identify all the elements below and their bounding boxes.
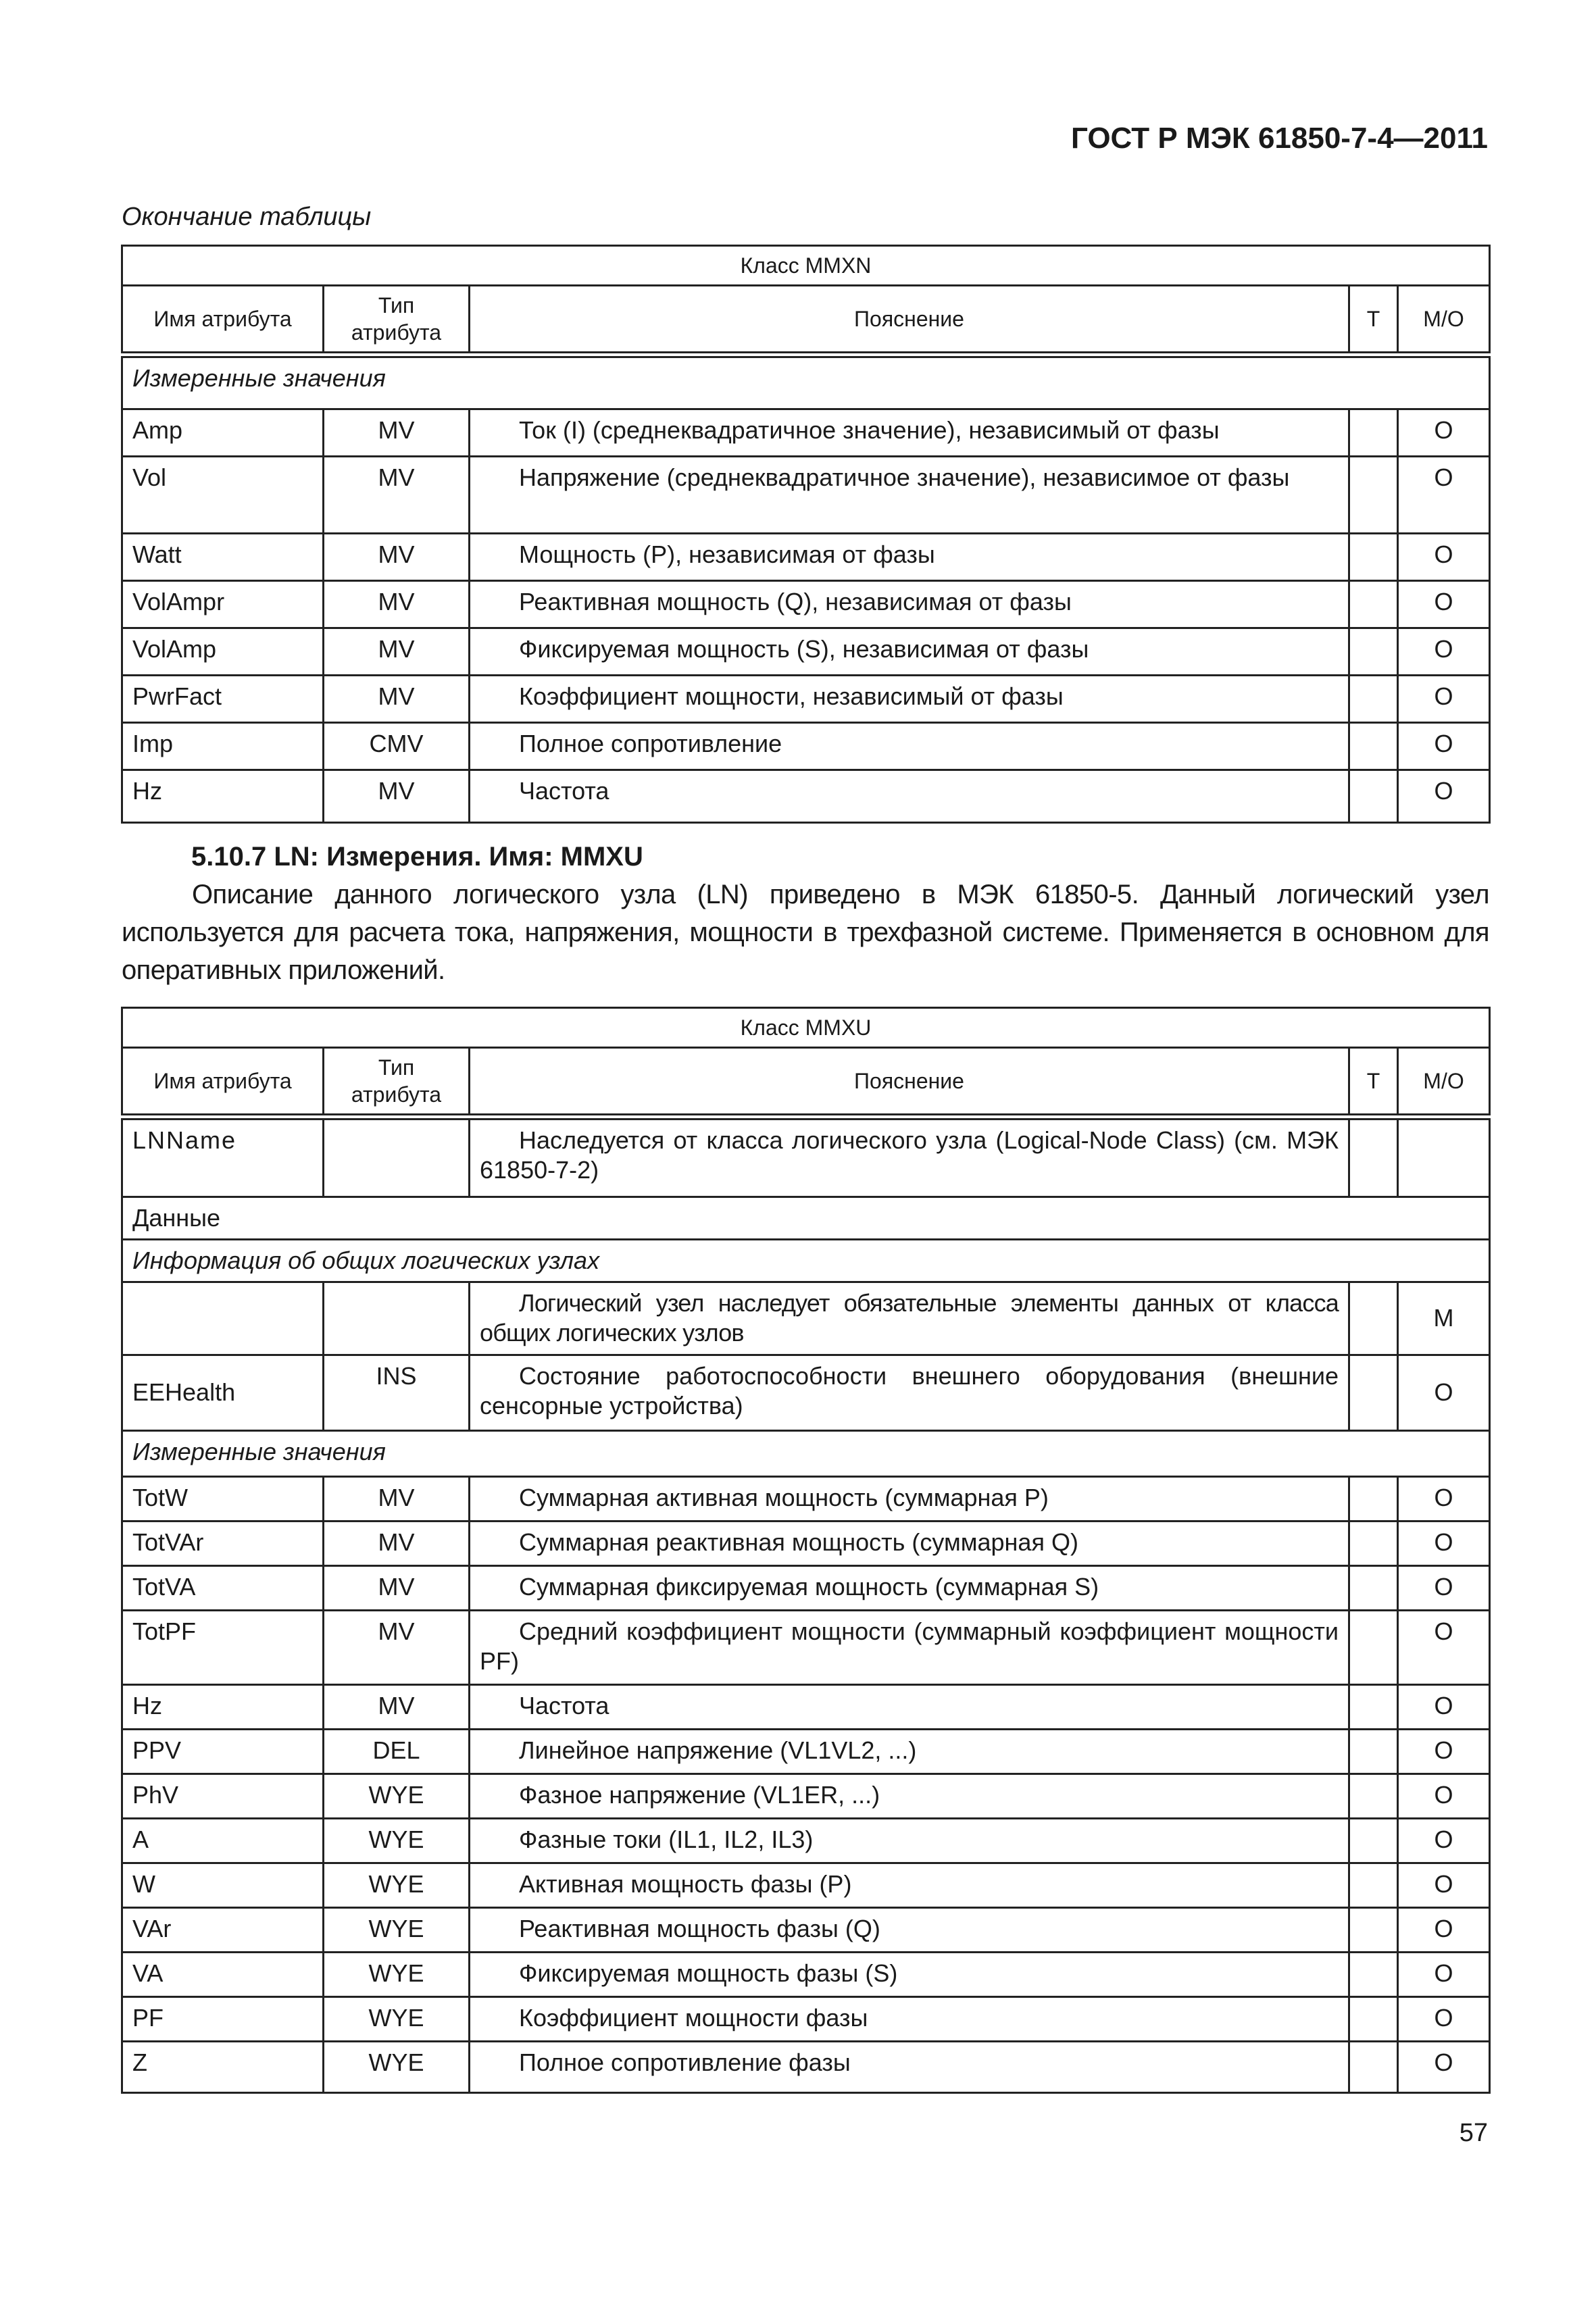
attr-t xyxy=(1349,1863,1398,1907)
attr-t xyxy=(1349,770,1398,822)
attr-mo: O xyxy=(1398,409,1490,456)
section-data: Данные xyxy=(122,1197,1490,1239)
table-row xyxy=(122,1818,1490,1863)
attr-name: LNName xyxy=(122,1117,324,1197)
attr-mo: O xyxy=(1398,580,1490,628)
attr-type: WYE xyxy=(324,1907,470,1952)
class-label: Класс MMXN xyxy=(122,246,1490,286)
attr-t xyxy=(1349,1117,1398,1197)
attr-mo: O xyxy=(1398,1565,1490,1610)
attr-name: Hz xyxy=(122,1684,324,1729)
attr-type: CMV xyxy=(324,722,470,770)
attr-t xyxy=(1349,1565,1398,1610)
attr-t xyxy=(1349,1282,1398,1355)
attr-type: WYE xyxy=(324,1952,470,1996)
attr-type: MV xyxy=(324,770,470,822)
attr-t xyxy=(1349,1610,1398,1684)
table-row xyxy=(122,409,1490,456)
attr-type: MV xyxy=(324,675,470,722)
attr-name: PwrFact xyxy=(122,675,324,722)
attr-type: DEL xyxy=(324,1729,470,1774)
attr-mo: O xyxy=(1398,770,1490,822)
attr-mo: O xyxy=(1398,1774,1490,1818)
attr-t xyxy=(1349,675,1398,722)
attr-desc: Средний коэффициент мощности (суммарный коэффициент мощности PF) xyxy=(470,1610,1349,1684)
attr-mo: O xyxy=(1398,628,1490,675)
attr-type: MV xyxy=(324,580,470,628)
attr-t xyxy=(1349,1729,1398,1774)
attr-name: EEHealth xyxy=(122,1355,324,1430)
table-row xyxy=(122,456,1490,533)
attr-desc: Реактивная мощность (Q), независимая от фазы xyxy=(470,580,1349,628)
section-measured-values: Измеренные значения xyxy=(122,355,1490,409)
attr-mo: O xyxy=(1398,1952,1490,1996)
table-row xyxy=(122,770,1490,822)
attr-type: MV xyxy=(324,1476,470,1521)
page-number: 57 xyxy=(1459,2119,1488,2147)
attr-name: TotVAr xyxy=(122,1521,324,1565)
attr-desc: Суммарная активная мощность (суммарная P) xyxy=(470,1476,1349,1521)
attr-desc: Активная мощность фазы (P) xyxy=(470,1863,1349,1907)
attr-desc: Фиксируемая мощность фазы (S) xyxy=(470,1952,1349,1996)
section-common-ln-info: Информация об общих логических узлах xyxy=(122,1239,1490,1282)
section-title: 5.10.7 LN: Измерения. Имя: MMXU xyxy=(191,842,643,872)
table-row xyxy=(122,1521,1490,1565)
class-label: Класс MMXU xyxy=(122,1008,1490,1048)
col-header-desc: Пояснение xyxy=(470,286,1349,355)
attr-t xyxy=(1349,1818,1398,1863)
table-row xyxy=(122,1863,1490,1907)
table-row xyxy=(122,722,1490,770)
attr-t xyxy=(1349,1355,1398,1430)
attr-desc: Напряжение (среднеквадратичное значение), независимое от фазы xyxy=(470,456,1349,533)
attr-name: Amp xyxy=(122,409,324,456)
attr-type: MV xyxy=(324,628,470,675)
attr-type: MV xyxy=(324,1684,470,1729)
attr-t xyxy=(1349,1476,1398,1521)
attr-type: WYE xyxy=(324,2041,470,2092)
table-row xyxy=(122,1684,1490,1729)
table-row xyxy=(122,1117,1490,1197)
col-header-desc: Пояснение xyxy=(470,1048,1349,1117)
attr-mo: O xyxy=(1398,2041,1490,2092)
attr-name: VolAmp xyxy=(122,628,324,675)
attr-mo xyxy=(1398,1117,1490,1197)
attr-desc: Мощность (P), независимая от фазы xyxy=(470,533,1349,580)
attr-name: Watt xyxy=(122,533,324,580)
attr-type: WYE xyxy=(324,1774,470,1818)
table-row xyxy=(122,1355,1490,1430)
table-row xyxy=(122,675,1490,722)
attr-type: INS xyxy=(324,1355,470,1430)
attr-desc: Суммарная реактивная мощность (суммарная Q) xyxy=(470,1521,1349,1565)
attr-mo: O xyxy=(1398,1610,1490,1684)
col-header-type: Тип атрибута xyxy=(324,286,470,355)
document-code: ГОСТ Р МЭК 61850-7-4—2011 xyxy=(1070,122,1488,155)
attr-name: Hz xyxy=(122,770,324,822)
attr-mo: O xyxy=(1398,1907,1490,1952)
attr-mo: O xyxy=(1398,1355,1490,1430)
table-row xyxy=(122,1565,1490,1610)
attr-type: MV xyxy=(324,1565,470,1610)
attr-name: VolAmpr xyxy=(122,580,324,628)
attr-type: MV xyxy=(324,1521,470,1565)
attr-mo: O xyxy=(1398,1996,1490,2041)
attr-desc: Частота xyxy=(470,770,1349,822)
table-row xyxy=(122,628,1490,675)
attr-desc: Коэффициент мощности, независимый от фазы xyxy=(470,675,1349,722)
table-row xyxy=(122,2041,1490,2092)
col-header-mo: M/O xyxy=(1398,1048,1490,1117)
attr-t xyxy=(1349,1952,1398,1996)
attr-type: MV xyxy=(324,1610,470,1684)
attr-name: PPV xyxy=(122,1729,324,1774)
attr-mo: O xyxy=(1398,675,1490,722)
table-row xyxy=(122,1729,1490,1774)
attr-mo: O xyxy=(1398,1476,1490,1521)
table-row xyxy=(122,1476,1490,1521)
attr-name: PF xyxy=(122,1996,324,2041)
attr-desc: Фазные токи (IL1, IL2, IL3) xyxy=(470,1818,1349,1863)
attr-t xyxy=(1349,533,1398,580)
attr-desc: Суммарная фиксируемая мощность (суммарная S) xyxy=(470,1565,1349,1610)
attr-type: WYE xyxy=(324,1818,470,1863)
attr-name: TotPF xyxy=(122,1610,324,1684)
attr-mo: O xyxy=(1398,533,1490,580)
attr-type: WYE xyxy=(324,1863,470,1907)
attr-name: TotW xyxy=(122,1476,324,1521)
col-header-mo: M/O xyxy=(1398,286,1490,355)
table-row xyxy=(122,1996,1490,2041)
section-measured-values: Измеренные значения xyxy=(122,1430,1490,1476)
attr-mo: O xyxy=(1398,1729,1490,1774)
attr-t xyxy=(1349,1907,1398,1952)
attr-name: Imp xyxy=(122,722,324,770)
table-row xyxy=(122,580,1490,628)
mmxu-table xyxy=(121,1007,1491,2094)
attr-mo: M xyxy=(1398,1282,1490,1355)
table-row xyxy=(122,1907,1490,1952)
attr-type: MV xyxy=(324,456,470,533)
attr-desc: Состояние работоспособности внешнего оборудования (внешние сенсорные устройства) xyxy=(470,1355,1349,1430)
table-continuation-caption: Окончание таблицы xyxy=(122,203,372,231)
attr-desc: Фазное напряжение (VL1ER, ...) xyxy=(470,1774,1349,1818)
attr-t xyxy=(1349,628,1398,675)
attr-type: MV xyxy=(324,533,470,580)
attr-t xyxy=(1349,2041,1398,2092)
attr-name: TotVA xyxy=(122,1565,324,1610)
attr-desc: Наследуется от класса логического узла (Logical-Node Class) (см. МЭК 61850-7-2) xyxy=(470,1117,1349,1197)
attr-type xyxy=(324,1282,470,1355)
attr-desc: Логический узел наследует обязательные элементы данных от класса общих логических узлов xyxy=(470,1282,1349,1355)
attr-desc: Коэффициент мощности фазы xyxy=(470,1996,1349,2041)
attr-t xyxy=(1349,456,1398,533)
col-header-t: T xyxy=(1349,1048,1398,1117)
attr-name: Vol xyxy=(122,456,324,533)
table-row xyxy=(122,1610,1490,1684)
attr-t xyxy=(1349,722,1398,770)
attr-name: A xyxy=(122,1818,324,1863)
table-row xyxy=(122,1282,1490,1355)
col-header-t: T xyxy=(1349,286,1398,355)
attr-desc: Линейное напряжение (VL1VL2, ...) xyxy=(470,1729,1349,1774)
attr-name xyxy=(122,1282,324,1355)
col-header-type: Тип атрибута xyxy=(324,1048,470,1117)
attr-type: MV xyxy=(324,409,470,456)
attr-type: WYE xyxy=(324,1996,470,2041)
attr-desc: Фиксируемая мощность (S), независимая от фазы xyxy=(470,628,1349,675)
attr-desc: Частота xyxy=(470,1684,1349,1729)
table-row xyxy=(122,1774,1490,1818)
attr-desc: Полное сопротивление xyxy=(470,722,1349,770)
col-header-name: Имя атрибута xyxy=(122,1048,324,1117)
attr-name: Z xyxy=(122,2041,324,2092)
attr-t xyxy=(1349,580,1398,628)
col-header-name: Имя атрибута xyxy=(122,286,324,355)
attr-name: VAr xyxy=(122,1907,324,1952)
attr-t xyxy=(1349,1774,1398,1818)
attr-t xyxy=(1349,1521,1398,1565)
attr-mo: O xyxy=(1398,722,1490,770)
mmxn-table xyxy=(121,245,1491,824)
section-paragraph: Описание данного логического узла (LN) приведено в МЭК 61850-5. Данный логический узел используется для расчета тока, напряжения, мощности в трехфазной системе. Применяется в основном для оперативных приложений. xyxy=(122,880,1489,985)
attr-mo: O xyxy=(1398,1684,1490,1729)
table-row xyxy=(122,533,1490,580)
attr-desc: Полное сопротивление фазы xyxy=(470,2041,1349,2092)
attr-mo: O xyxy=(1398,456,1490,533)
attr-mo: O xyxy=(1398,1863,1490,1907)
attr-name: W xyxy=(122,1863,324,1907)
attr-t xyxy=(1349,409,1398,456)
table-row xyxy=(122,1952,1490,1996)
attr-name: PhV xyxy=(122,1774,324,1818)
attr-desc: Ток (I) (среднеквадратичное значение), независимый от фазы xyxy=(470,409,1349,456)
attr-desc: Реактивная мощность фазы (Q) xyxy=(470,1907,1349,1952)
attr-name: VA xyxy=(122,1952,324,1996)
attr-mo: O xyxy=(1398,1818,1490,1863)
attr-t xyxy=(1349,1996,1398,2041)
attr-mo: O xyxy=(1398,1521,1490,1565)
attr-type xyxy=(324,1117,470,1197)
attr-t xyxy=(1349,1684,1398,1729)
